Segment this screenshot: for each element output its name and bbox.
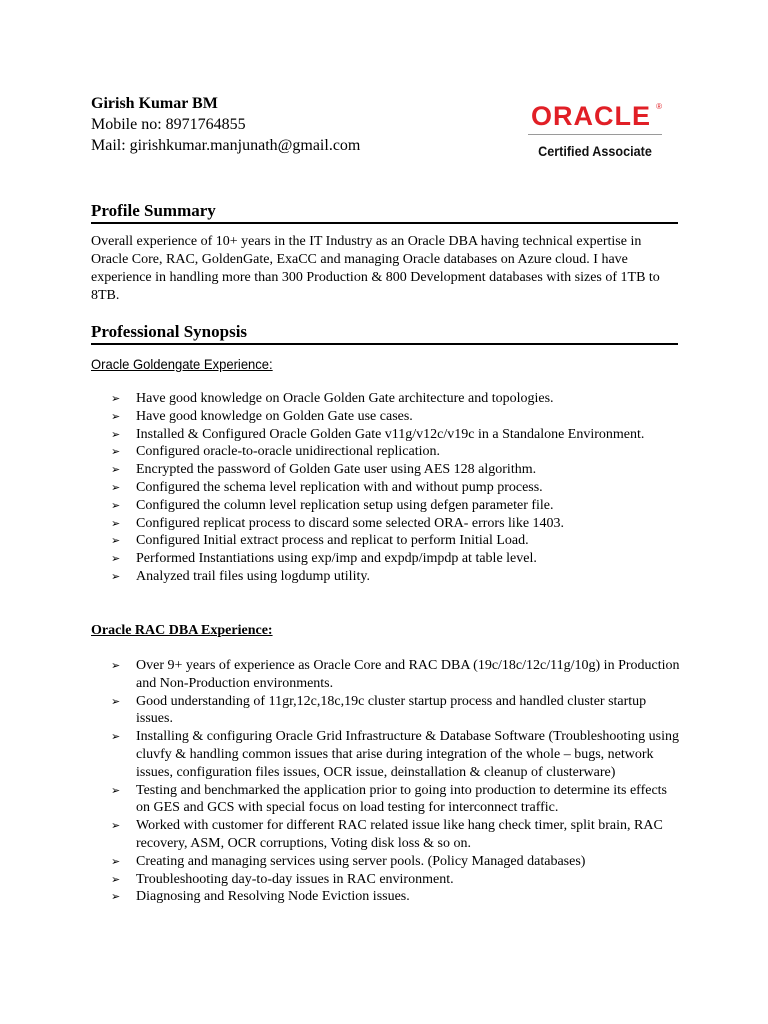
arrow-bullet-icon: ➢ <box>111 392 121 405</box>
arrow-bullet-icon: ➢ <box>111 569 121 583</box>
certification-label: Certified Associate <box>538 143 652 159</box>
list-item-text: Worked with customer for different RAC related issue like hang check timer, split brain, RAC recovery, ASM, OCR corruptions, Voting disk loss & so on. <box>136 818 663 851</box>
list-item <box>111 657 681 693</box>
arrow-bullet-icon: ➢ <box>111 819 121 833</box>
list-item <box>111 426 681 444</box>
mobile-number: Mobile no: 8971764855 <box>91 116 246 133</box>
arrow-bullet-icon: ➢ <box>111 694 121 708</box>
contact-block <box>91 94 491 156</box>
list-item <box>111 550 681 568</box>
arrow-bullet-icon: ➢ <box>111 463 121 477</box>
list-item-text: Configured replicat process to discard some selected ORA- errors like 1403. <box>136 515 565 531</box>
list-item-text: Configured the schema level replication with and without pump process. <box>136 479 543 495</box>
list-item <box>111 888 681 906</box>
registered-mark: ® <box>656 102 662 111</box>
rac-experience-heading: Oracle RAC DBA Experience: <box>91 623 273 638</box>
list-item-text: Performed Instantiations using exp/imp and expdp/impdp at table level. <box>136 551 537 567</box>
arrow-bullet-icon: ➢ <box>111 498 121 512</box>
list-item <box>111 497 681 515</box>
professional-synopsis-heading: Professional Synopsis <box>91 322 678 345</box>
list-item <box>111 782 681 818</box>
arrow-bullet-icon: ➢ <box>111 427 121 441</box>
list-item-text: Installing & configuring Oracle Grid Infrastructure & Database Software (Troubleshooting using cluvfy & handling common issues that arise during integration of the whole – bugs, network issues, configuration files issues, OCR issue, deinstallation & cleanup of clusterware) <box>136 729 680 780</box>
arrow-bullet-icon: ➢ <box>111 516 121 530</box>
list-item <box>111 479 681 497</box>
logo-divider <box>528 134 662 135</box>
list-item-text: Diagnosing and Resolving Node Eviction issues. <box>136 889 410 905</box>
list-item-text: Analyzed trail files using logdump utility. <box>136 568 370 584</box>
list-item <box>111 871 681 889</box>
arrow-bullet-icon: ➢ <box>111 445 121 459</box>
arrow-bullet-icon: ➢ <box>111 659 121 672</box>
list-item-text: Configured the column level replication setup using defgen parameter file. <box>136 497 554 513</box>
arrow-bullet-icon: ➢ <box>111 730 121 744</box>
arrow-bullet-icon: ➢ <box>111 534 121 548</box>
list-item-text: Good understanding of 11gr,12c,18c,19c cluster startup process and handled cluster startup issues. <box>136 693 647 727</box>
arrow-bullet-icon: ➢ <box>111 552 121 566</box>
list-item-text: Creating and managing services using server pools. (Policy Managed databases) <box>136 853 586 869</box>
email-address: Mail: girishkumar.manjunath@gmail.com <box>91 137 361 154</box>
list-item <box>111 390 681 408</box>
list-item <box>111 515 681 533</box>
list-item <box>111 408 681 426</box>
arrow-bullet-icon: ➢ <box>111 872 121 886</box>
list-item <box>111 817 681 853</box>
profile-summary-text: Overall experience of 10+ years in the IT Industry as an Oracle DBA having technical expertise in Oracle Core, RAC, GoldenGate, ExaCC and managing Oracle databases on Azure cloud. I have experience in handling more than 300 Production & 800 Development databases with sizes of 1TB to 8TB. <box>91 234 660 303</box>
list-item <box>111 853 681 871</box>
goldengate-experience-list <box>111 390 681 586</box>
list-item <box>111 568 681 586</box>
list-item-text: Installed & Configured Oracle Golden Gate v11g/v12c/v19c in a Standalone Environment. <box>136 426 645 442</box>
list-item <box>111 693 681 729</box>
candidate-name: Girish Kumar BM <box>91 95 218 112</box>
list-item <box>111 728 681 781</box>
arrow-bullet-icon: ➢ <box>111 890 121 904</box>
arrow-bullet-icon: ➢ <box>111 409 121 423</box>
list-item-text: Over 9+ years of experience as Oracle Core and RAC DBA (19c/18c/12c/11g/10g) in Production and Non-Production environments. <box>136 658 680 691</box>
list-item-text: Have good knowledge on Golden Gate use cases. <box>136 408 413 424</box>
goldengate-experience-heading: Oracle Goldengate Experience: <box>91 356 273 372</box>
arrow-bullet-icon: ➢ <box>111 783 121 797</box>
list-item-text: Testing and benchmarked the application prior to going into production to determine its effects on GES and GCS with special focus on load testing for interconnect traffic. <box>136 782 668 816</box>
profile-summary-heading: Profile Summary <box>91 201 678 224</box>
list-item <box>111 461 681 479</box>
oracle-wordmark: ORACLE <box>531 101 651 131</box>
list-item-text: Configured Initial extract process and replicat to perform Initial Load. <box>136 533 529 549</box>
list-item-text: Encrypted the password of Golden Gate user using AES 128 algorithm. <box>136 462 537 478</box>
list-item-text: Have good knowledge on Oracle Golden Gate architecture and topologies. <box>136 391 554 406</box>
arrow-bullet-icon: ➢ <box>111 480 121 494</box>
list-item <box>111 532 681 550</box>
list-item <box>111 443 681 461</box>
rac-experience-list <box>111 657 681 906</box>
arrow-bullet-icon: ➢ <box>111 854 121 868</box>
oracle-certified-logo <box>528 100 662 164</box>
list-item-text: Configured oracle-to-oracle unidirectional replication. <box>136 444 440 460</box>
list-item-text: Troubleshooting day-to-day issues in RAC environment. <box>136 871 454 887</box>
